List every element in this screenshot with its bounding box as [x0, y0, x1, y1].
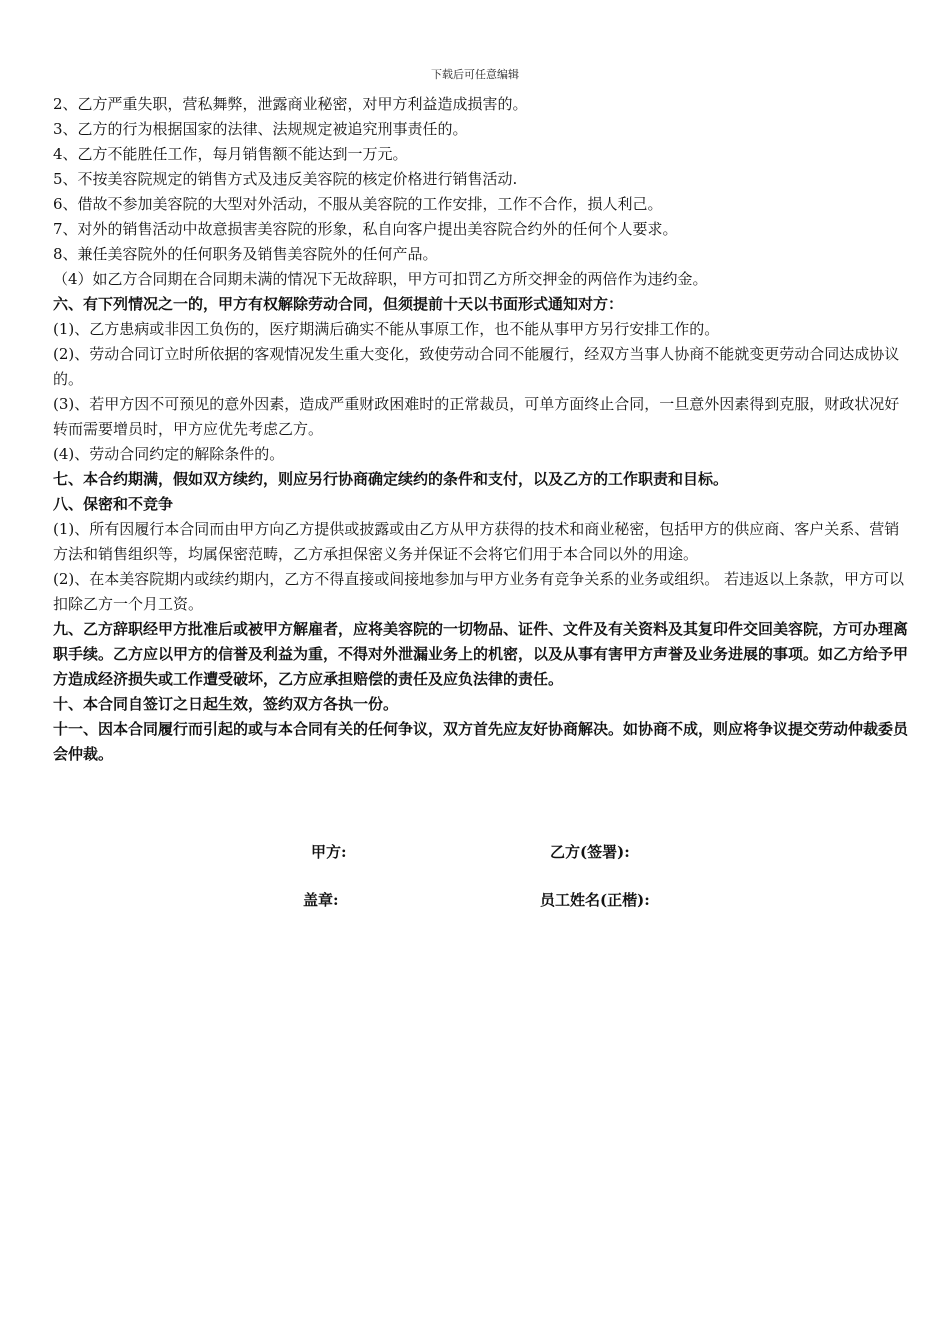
clause-line: (2)、在本美容院期内或续约期内，乙方不得直接或间接地参加与甲方业务有竞争关系的业务或组织。 若违返以上条款，甲方可以扣除乙方一个月工资。: [53, 570, 905, 613]
section-heading: 十、本合同自签订之日起生效，签约双方各执一份。: [53, 695, 399, 713]
clause-line: 5、不按美容院规定的销售方式及违反美容院的核定价格进行销售活动.: [53, 170, 518, 188]
section-heading: 七、本合约期满，假如双方续约，则应另行协商确定续约的条件和支付，以及乙方的工作职责和目标。: [53, 470, 729, 488]
clause-line: (3)、若甲方因不可预见的意外因素，造成严重财政困难时的正常裁员，可单方面终止合同，一旦意外因素得到克服，财政状况好转而需要增员时，甲方应优先考虑乙方。: [53, 395, 900, 438]
clause-line: (1)、乙方患病或非因工负伤的，医疗期满后确实不能从事原工作，也不能从事甲方另行安排工作的。: [53, 320, 720, 338]
clause-line: （4）如乙方合同期在合同期未满的情况下无故辞职，甲方可扣罚乙方所交押金的两倍作为违约金。: [53, 270, 708, 288]
clause-line: 4、乙方不能胜任工作，每月销售额不能达到一万元。: [53, 145, 408, 163]
clause-line: (2)、劳动合同订立时所依据的客观情况发生重大变化，致使劳动合同不能履行，经双方当事人协商不能就变更劳动合同达成协议的。: [53, 345, 900, 388]
employee-name-label: 员工姓名(正楷):: [540, 891, 650, 909]
section-heading: 十一、因本合同履行而引起的或与本合同有关的任何争议，双方首先应友好协商解决。如协商不成，则应将争议提交劳动仲裁委员会仲裁。: [53, 720, 909, 763]
page-header-note: 下载后可任意编辑: [431, 68, 519, 81]
seal-label: 盖章:: [303, 891, 339, 909]
clause-line: 2、乙方严重失职，营私舞弊，泄露商业秘密，对甲方利益造成损害的。: [53, 95, 528, 113]
section-heading: 六、有下列情况之一的，甲方有权解除劳动合同，但须提前十天以书面形式通知对方：: [53, 295, 624, 313]
clause-line: (4)、劳动合同约定的解除条件的。: [53, 445, 285, 463]
section-heading: 八、保密和不竞争: [53, 495, 174, 513]
clause-line: 3、乙方的行为根据国家的法律、法规规定被追究刑事责任的。: [53, 120, 468, 138]
clause-line: 6、借故不参加美容院的大型对外活动，不服从美容院的工作安排，工作不合作，损人利己。: [53, 195, 663, 213]
clause-line: (1)、所有因履行本合同而由甲方向乙方提供或披露或由乙方从甲方获得的技术和商业秘密，包括甲方的供应商、客户关系、营销方法和销售组织等，均属保密范畴，乙方承担保密义务并保证不会将它们用于本合同以外的用途。: [53, 520, 900, 563]
clause-line: 8、兼任美容院外的任何职务及销售美容院外的任何产品。: [53, 245, 438, 263]
section-heading: 九、乙方辞职经甲方批准后或被甲方解雇者，应将美容院的一切物品、证件、文件及有关资料及其复印件交回美容院，方可办理离职手续。乙方应以甲方的信誉及利益为重，不得对外泄漏业务上的机密，以及从事有害甲方声誉及业务进展的事项。如乙方给予甲方造成经济损失或工作遭受破坏，乙方应承担赔偿的责任及应负法律的责任。: [53, 620, 909, 688]
party-a-label: 甲方:: [311, 843, 347, 861]
contract-body: [53, 92, 908, 767]
clause-line: 7、对外的销售活动中故意损害美容院的形象，私自向客户提出美容院合约外的任何个人要求。: [53, 220, 678, 238]
party-b-label: 乙方(签署):: [550, 843, 630, 861]
